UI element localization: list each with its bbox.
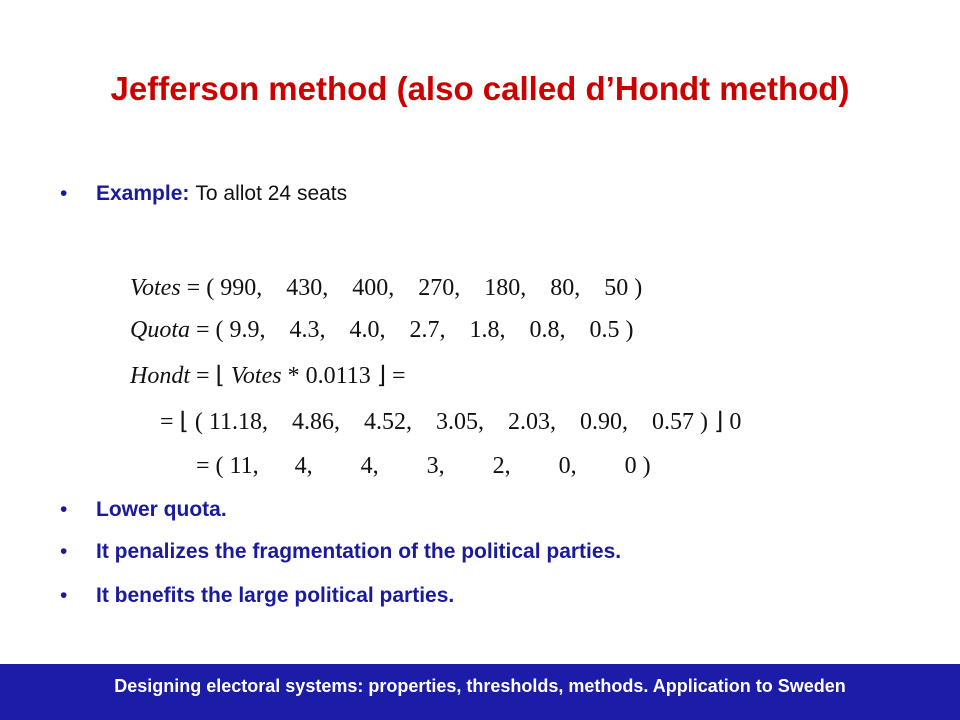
hondt-variable: Hondt [130,363,190,389]
bullet-text: Lower quota. [96,498,227,521]
bullet-fragmentation [60,540,621,564]
quota-values: = ( 9.9, 4.3, 4.0, 2.7, 1.8, 0.8, 0.5 ) [190,317,634,343]
hondt-votes-variable: Votes [230,363,282,389]
hondt-multiplier: * 0.0113 ⌋ = [281,363,406,389]
bullet-marker: • [60,584,68,607]
scaled-values: = ⌊ ( 11.18, 4.86, 4.52, 3.05, 2.03, 0.90, 0.57 ) ⌋ 0 [154,409,742,435]
quota-variable: Quota [130,317,190,343]
example-text: To allot 24 seats [195,182,348,205]
votes-variable: Votes [130,275,181,301]
equation-seat-result [178,426,651,480]
bullet-marker: • [60,540,68,563]
footer-text: Designing electoral systems: properties, thresholds, methods. Application to Sweden [114,675,846,696]
bullet-marker: • [60,498,68,521]
seat-values: = ( 11, 4, 4, 3, 2, 0, 0 ) [190,453,651,479]
slide-title: Jefferson method (also called d’Hondt method) [110,70,850,107]
example-bullet [60,182,347,206]
bullet-large-parties [60,584,454,608]
bullet-text: It benefits the large political parties. [96,584,455,607]
hondt-floor-open: = ⌊ [190,363,231,389]
bullet-lower-quota [60,498,227,522]
votes-values: = ( 990, 430, 400, 270, 180, 80, 50 ) [180,275,643,301]
bullet-marker: • [60,182,68,205]
bullet-text: It penalizes the fragmentation of the political parties. [96,540,622,563]
example-label: Example: [96,182,190,205]
footer-bar [0,664,960,720]
